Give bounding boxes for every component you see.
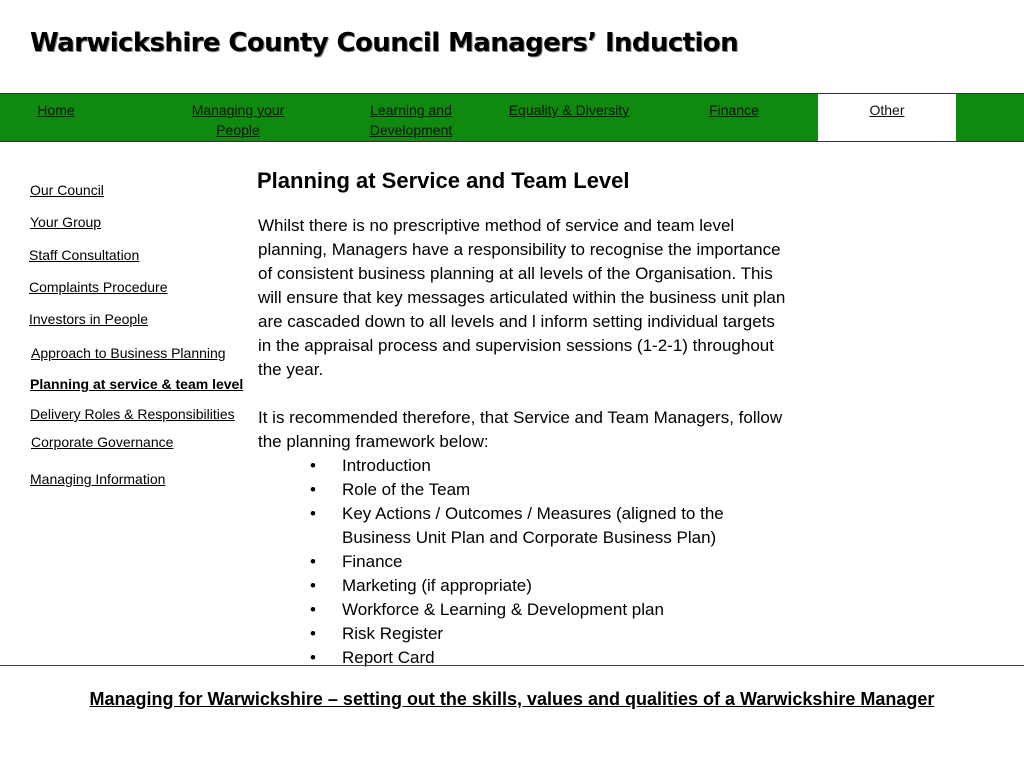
nav-item-learning[interactable] <box>361 94 461 141</box>
sidebar-item-corporate-governance[interactable]: Corporate Governance <box>31 434 174 450</box>
sidebar-item-complaints-procedure[interactable]: Complaints Procedure <box>29 279 168 295</box>
main-content <box>258 214 788 670</box>
nav-item-home[interactable] <box>0 94 112 141</box>
nav-link-managing-people[interactable]: Managing your People <box>191 102 285 138</box>
list-item: • Key Actions / Outcomes / Measures (aligned to the Business Unit Plan and Corporate Business Plan) <box>258 502 788 550</box>
nav-item-other[interactable] <box>818 94 956 141</box>
sidebar-item-our-council[interactable]: Our Council <box>30 182 104 198</box>
framework-paragraph: It is recommended therefore, that Service and Team Managers, follow the planning framework below: <box>258 408 783 451</box>
nav-item-managing-people[interactable] <box>178 94 298 141</box>
nav-item-equality[interactable] <box>498 94 640 141</box>
sidebar-item-investors-in-people[interactable]: Investors in People <box>29 311 149 327</box>
nav-link-home[interactable]: Home <box>37 102 75 118</box>
sidebar-item-staff-consultation[interactable]: Staff Consultation <box>29 247 140 263</box>
sidebar-item-planning-service-team[interactable]: Planning at service & team level <box>30 376 244 392</box>
nav-link-other[interactable]: Other <box>869 102 905 118</box>
list-item: • Report Card <box>258 646 788 670</box>
list-item: • Role of the Team <box>258 478 788 502</box>
nav-item-finance[interactable] <box>680 94 788 141</box>
footer-divider <box>0 665 1024 666</box>
nav-link-equality[interactable]: Equality & Diversity <box>508 102 630 118</box>
section-heading: Planning at Service and Team Level <box>257 168 630 193</box>
list-item: • Finance <box>258 550 788 574</box>
sidebar-item-managing-information[interactable]: Managing Information <box>30 471 166 487</box>
framework-list <box>258 454 788 670</box>
sidebar-item-your-group[interactable]: Your Group <box>30 214 102 230</box>
top-nav-bar <box>0 93 1024 142</box>
list-item: • Risk Register <box>258 622 788 646</box>
list-item: • Marketing (if appropriate) <box>258 574 788 598</box>
page-title: Warwickshire County Council Managers’ Induction <box>30 28 738 58</box>
sidebar-item-approach-business-planning[interactable]: Approach to Business Planning <box>31 345 226 361</box>
nav-link-finance[interactable]: Finance <box>709 102 759 118</box>
list-item: • Introduction <box>258 454 788 478</box>
intro-paragraph: Whilst there is no prescriptive method of service and team level planning, Managers have a responsibility to recognise the importance of consistent business planning at all levels of the Organisation. This will ensure that key messages articulated within the business unit plan are cascaded down to all levels and l inform setting individual targets in the appraisal process and supervision sessions (1-2-1) throughout the year. <box>258 216 786 379</box>
nav-link-learning[interactable]: Learning and Development <box>369 102 453 138</box>
footer-link[interactable]: Managing for Warwickshire – setting out the skills, values and qualities of a Warwickshire Manager <box>89 689 935 709</box>
sidebar-item-delivery-roles[interactable]: Delivery Roles & Responsibilities <box>30 406 235 422</box>
list-item: • Workforce & Learning & Development plan <box>258 598 788 622</box>
